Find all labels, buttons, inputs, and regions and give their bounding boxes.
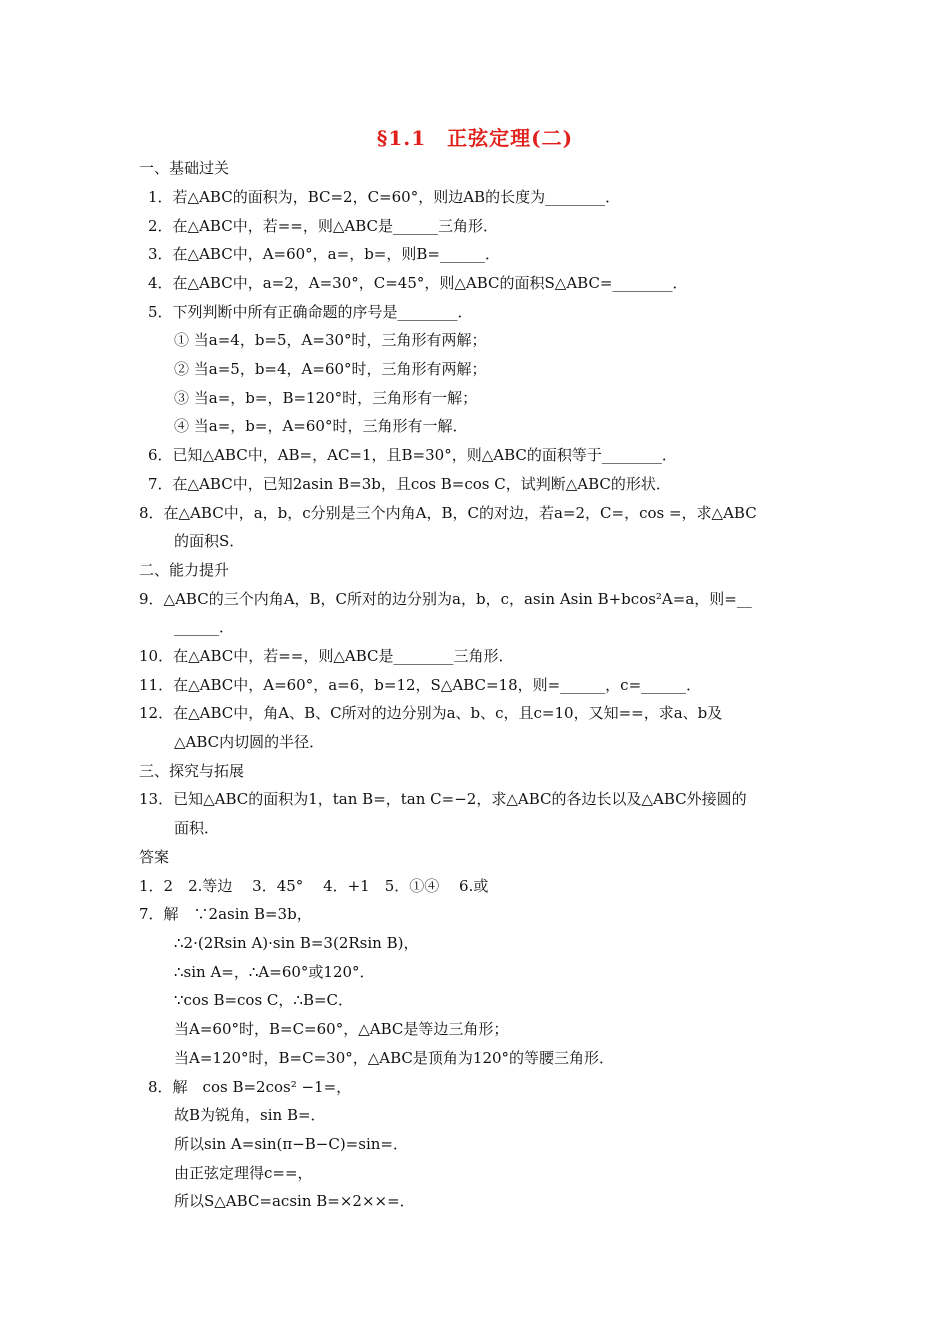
answer-8-step-2: 所以sin A=sin(π−B−C)=sin=．: [174, 1135, 408, 1153]
answer-7-step-3: ∵cos B=cos C，∴B=C．: [174, 991, 354, 1009]
answers-heading: 答案: [139, 848, 170, 866]
answer-8-step-1: 故B为锐角，sin B=．: [174, 1106, 326, 1124]
question-13: 13．已知△ABC的面积为1，tan B=，tan C=−2，求△ABC的各边长以及△ABC外接圆的: [139, 790, 747, 808]
section-heading-explore: 三、探究与拓展: [139, 762, 245, 780]
question-5: 5．下列判断中所有正确命题的序号是________．: [148, 303, 473, 321]
answer-8: 8．解 cos B=2cos² −1=，: [148, 1078, 352, 1096]
question-2: 2．在△ABC中，若==，则△ABC是______三角形．: [148, 217, 498, 235]
section-heading-basic: 一、基础过关: [139, 159, 230, 177]
page-title: §1.1 正弦定理(二): [376, 126, 574, 150]
question-7: 7．在△ABC中，已知2asin B=3b，且cos B=cos C，试判断△ABC的形状．: [148, 475, 671, 493]
answer-7: 7．解 ∵2asin B=3b，: [139, 905, 312, 923]
question-4: 4．在△ABC中，a=2，A=30°，C=45°，则△ABC的面积S△ABC=________．: [148, 274, 688, 292]
question-9: 9．△ABC的三个内角A，B，C所对的边分别为a，b，c，asin Asin B+bcos²A=a，则=__: [139, 590, 752, 608]
question-12-continued: △ABC内切圆的半径．: [174, 733, 325, 751]
answers-1-6: 1．2 2.等边 3．45° 4．+1 5．①④ 6.或: [139, 877, 489, 895]
question-5-option-4: ④ 当a=，b=，A=60°时，三角形有一解．: [174, 417, 468, 435]
answer-7-step-1: ∴2·(2Rsin A)·sin B=3(2Rsin B)，: [174, 934, 419, 952]
question-3: 3．在△ABC中，A=60°，a=，b=，则B=______．: [148, 245, 500, 263]
answer-7-step-5: 当A=120°时，B=C=30°，△ABC是顶角为120°的等腰三角形．: [174, 1049, 615, 1067]
question-11: 11．在△ABC中，A=60°，a=6，b=12，S△ABC=18，则=______，c=______．: [139, 676, 702, 694]
section-heading-ability: 二、能力提升: [139, 561, 230, 579]
answer-8-step-4: 所以S△ABC=acsin B=×2××=．: [174, 1192, 415, 1210]
answer-8-step-3: 由正弦定理得c==，: [174, 1164, 313, 1182]
question-6: 6．已知△ABC中，AB=，AC=1，且B=30°，则△ABC的面积等于________．: [148, 446, 677, 464]
question-13-continued: 面积．: [174, 819, 220, 837]
question-5-option-2: ② 当a=5，b=4，A=60°时，三角形有两解；: [174, 360, 487, 378]
question-8-continued: 的面积S．: [174, 532, 245, 550]
answer-7-step-2: ∴sin A=，∴A=60°或120°．: [174, 963, 375, 981]
question-5-option-3: ③ 当a=，b=，B=120°时，三角形有一解；: [174, 389, 478, 407]
question-10: 10．在△ABC中，若==，则△ABC是________三角形．: [139, 647, 514, 665]
question-8: 8．在△ABC中，a，b，c分别是三个内角A，B，C的对边，若a=2，C=，cos =，求△ABC: [139, 504, 757, 522]
question-1: 1．若△ABC的面积为，BC=2，C=60°，则边AB的长度为________．: [148, 188, 621, 206]
answer-7-step-4: 当A=60°时，B=C=60°，△ABC是等边三角形；: [174, 1020, 509, 1038]
question-5-option-1: ① 当a=4，b=5，A=30°时，三角形有两解；: [174, 331, 487, 349]
question-9-continued: ______．: [174, 618, 235, 636]
question-12: 12．在△ABC中，角A、B、C所对的边分别为a、b、c，且c=10，又知==，求a、b及: [139, 704, 723, 722]
